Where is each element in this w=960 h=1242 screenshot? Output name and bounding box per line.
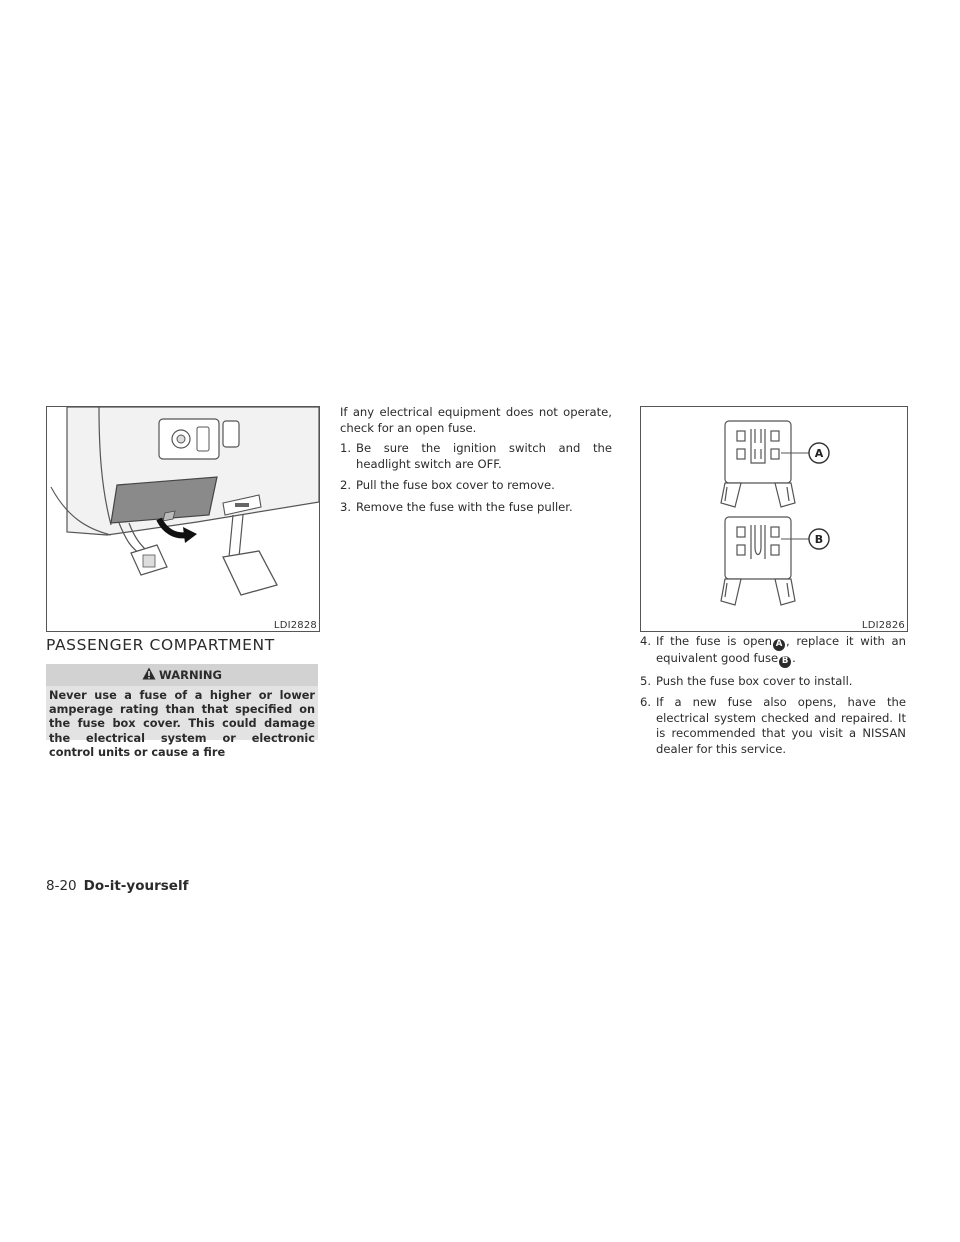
list-item: 4. If the fuse is open A , replace it with an equivalent good fuse B . xyxy=(640,634,906,666)
warning-icon xyxy=(142,667,156,683)
figure-code: LDI2828 xyxy=(273,620,317,631)
warning-header xyxy=(46,664,318,686)
list-item: 6. If a new fuse also opens, have the electrical system checked and repaired. It is recommended that you visit a NISSAN dealer for this service. xyxy=(640,695,906,756)
figure-fuse-box-location xyxy=(46,406,320,632)
steps-list-2 xyxy=(640,634,906,763)
warning-text: Never use a fuse of a higher or lower amperage rating than that specified on the fuse box cover. This could damage the electrical system or electronic control units or cause a fire xyxy=(49,689,315,759)
list-item: 2. Pull the fuse box cover to remove. xyxy=(340,478,555,492)
steps-list-1 xyxy=(340,441,612,521)
label-b: B xyxy=(814,533,824,546)
list-item: 5. Push the fuse box cover to install. xyxy=(640,673,853,688)
callout-b: B xyxy=(779,656,791,668)
fuse-condition-illustration xyxy=(641,407,907,631)
figure-fuse-condition xyxy=(640,406,908,632)
label-a: A xyxy=(814,447,824,460)
section-title: PASSENGER COMPARTMENT xyxy=(46,636,275,654)
list-item: 1. Be sure the ignition switch and the headlight switch are OFF. xyxy=(340,441,612,471)
warning-box xyxy=(46,664,318,759)
warning-heading: WARNING xyxy=(159,668,222,682)
list-item: 3. Remove the fuse with the fuse puller. xyxy=(340,499,573,514)
intro-paragraph: If any electrical equipment does not operate, check for an open fuse. xyxy=(340,405,612,435)
figure-code: LDI2826 xyxy=(861,620,905,631)
fuse-box-location-illustration xyxy=(47,407,319,631)
chapter-title: Do-it-yourself xyxy=(83,878,189,894)
page-footer xyxy=(46,878,188,894)
callout-a: A xyxy=(773,639,785,651)
page-number: 8-20 xyxy=(46,878,77,894)
